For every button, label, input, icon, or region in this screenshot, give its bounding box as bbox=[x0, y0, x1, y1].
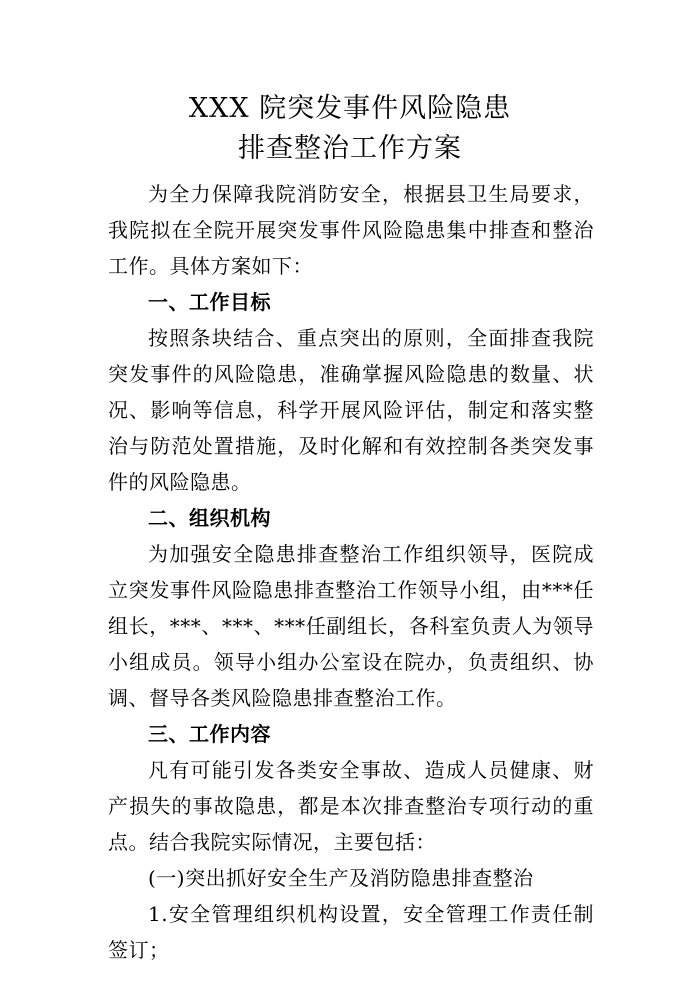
document-title-line-1: XXX 院突发事件风险隐患 bbox=[188, 93, 512, 124]
subsection-heading-safety: (一)突出抓好安全生产及消防隐患排查整治 bbox=[148, 866, 534, 890]
section-heading-content: 三、工作内容 bbox=[148, 722, 271, 746]
list-item-1: 1.安全管理组织机构设置，安全管理工作责任制签订； bbox=[108, 902, 594, 962]
section-heading-goals: 一、工作目标 bbox=[148, 290, 271, 314]
section-heading-organization: 二、组织机构 bbox=[148, 506, 271, 530]
section-paragraph-content: 凡有可能引发各类安全事故、造成人员健康、财产损失的事故隐患，都是本次排查整治专项行动的重点。结合我院实际情况，主要包括： bbox=[108, 758, 594, 854]
section-paragraph-organization: 为加强安全隐患排查整治工作组织领导，医院成立突发事件风险隐患排查整治工作领导小组，由***任组长，***、***、***任副组长，各科室负责人为领导小组成员。领导小组办公室设在院办，负责组织、协调、督导各类风险隐患排查整治工作。 bbox=[108, 542, 594, 710]
section-paragraph-goals: 按照条块结合、重点突出的原则，全面排查我院突发事件的风险隐患，准确掌握风险隐患的数量、状况、影响等信息，科学开展风险评估，制定和落实整治与防范处置措施，及时化解和有效控制各类突发事件的风险隐患。 bbox=[108, 326, 594, 494]
document-title-line-2: 排查整治工作方案 bbox=[238, 133, 462, 164]
document-body bbox=[108, 176, 594, 968]
intro-paragraph: 为全力保障我院消防安全，根据县卫生局要求，我院拟在全院开展突发事件风险隐患集中排查和整治工作。具体方案如下： bbox=[108, 182, 594, 278]
